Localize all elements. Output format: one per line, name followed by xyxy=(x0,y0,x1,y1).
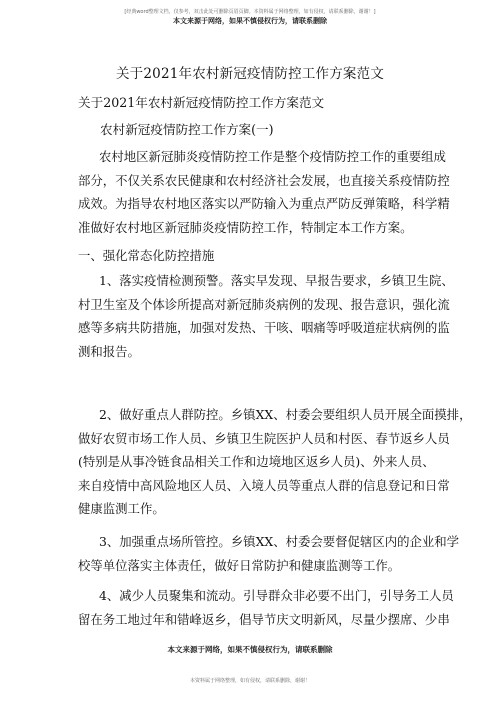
paragraph-line: 感等多病共防措施，加强对发热、干咳、咽痛等呼吸道症状病例的监 xyxy=(78,320,450,336)
paragraph-line: 准做好农村地区新冠肺炎疫情防控工作，特制定本工作方案。 xyxy=(78,219,413,235)
paragraph-line: (特别是从事冷链食品相关工作和边境地区返乡人员)、外来人员、 xyxy=(78,454,435,470)
paragraph-line: 1、落实疫情检测预警。落实早发现、早报告要求，乡镇卫生院、 xyxy=(99,273,454,288)
sub-title: 关于2021年农村新冠疫情防控工作方案范文 xyxy=(78,95,325,110)
item-4-paragraph xyxy=(78,584,454,631)
paragraph-line: 测和报告。 xyxy=(78,343,140,359)
paragraph-line: 农村地区新冠肺炎疫情防控工作是整个疫情防控工作的重要组成 xyxy=(99,149,446,164)
item-1-paragraph xyxy=(78,269,454,363)
paragraph-line: 2、做好重点人群防控。乡镇XX、村委会要组织人员开展全面摸排， xyxy=(99,407,472,422)
header-notice: 本文来源于网络，如果不慎侵权行为，请联系删除 xyxy=(173,17,327,25)
plan-title: 农村新冠疫情防控工作方案(一) xyxy=(100,122,274,137)
document-title: 关于2021年农村新冠疫情防控工作方案范文 xyxy=(115,66,385,82)
footer-notice: 本文来源于网络，如果不慎侵权行为，请联系删除 xyxy=(167,645,333,654)
item-3-paragraph xyxy=(78,530,460,577)
paragraph-line: 村卫生室及个体诊所提高对新冠肺炎病例的发现、报告意识，强化流 xyxy=(78,296,450,312)
paragraph-line: 校等单位落实主体责任，做好日常防护和健康监测等工作。 xyxy=(78,557,401,573)
paragraph-line: 3、加强重点场所管控。乡镇XX、村委会要督促辖区内的企业和学 xyxy=(99,534,460,549)
paragraph-line: 留在务工地过年和错峰返乡，倡导节庆文明新风，尽量少摆席、少串 xyxy=(78,611,450,627)
paragraph-line: 成效。为指导农村地区落实以严防输入为重点严防反弹策略，科学精 xyxy=(78,196,450,212)
paragraph-line: 做好农贸市场工作人员、乡镇卫生院医护人员和村医、春节返乡人员 xyxy=(78,430,450,446)
paragraph-line: 来自疫情中高风险地区人员、入境人员等重点人群的信息登记和日常 xyxy=(78,477,450,493)
section-heading: 一、强化常态化防控措施 xyxy=(78,248,215,263)
header-small-note: [经典word整理文档，仅参考，双击此处可删除页眉页脚。本资料属于网络整理，如有侵权，请联系删除，谢谢！] xyxy=(124,9,376,15)
paragraph-line: 部分，不仅关系农民健康和农村经济社会发展，也直接关系疫情防控 xyxy=(78,172,450,188)
paragraph-line: 健康监测工作。 xyxy=(78,501,165,517)
paragraph-line: 4、减少人员聚集和流动。引导群众非必要不出门，引导务工人员 xyxy=(99,588,454,603)
footer-small-note: 本资料属于网络整理，如有侵权，请联系删除，谢谢！ xyxy=(189,678,310,684)
item-2-paragraph xyxy=(78,403,472,521)
intro-paragraph xyxy=(78,145,450,239)
